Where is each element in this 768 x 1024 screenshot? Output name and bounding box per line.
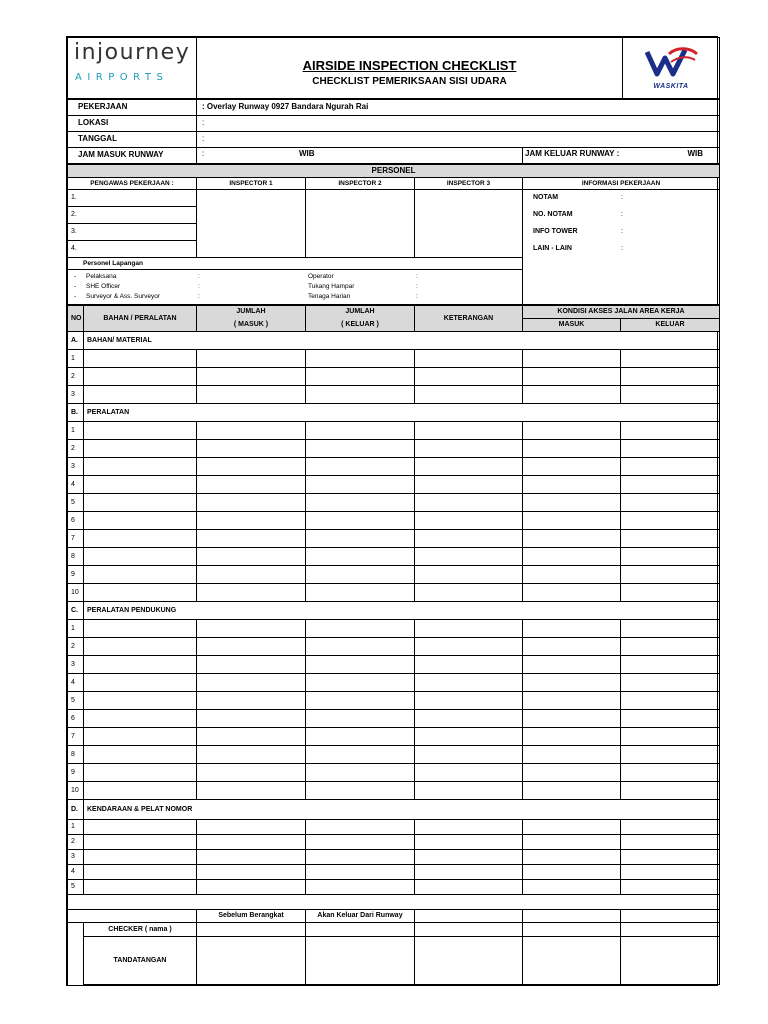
checker-sebelum[interactable] xyxy=(197,923,306,937)
colon: : xyxy=(621,210,623,218)
table-row[interactable] xyxy=(68,656,720,674)
akan-keluar: Akan Keluar Dari Runway xyxy=(306,910,415,923)
checklist-sheet xyxy=(66,36,718,986)
col-kondisi-keluar: KELUAR xyxy=(621,319,720,332)
row-number: 8 xyxy=(68,746,84,764)
row-number: 2 xyxy=(68,638,84,656)
table-row[interactable] xyxy=(68,850,720,865)
col-jumlah-keluar: JUMLAH xyxy=(306,306,415,319)
table-row[interactable] xyxy=(68,710,720,728)
row-number: 7 xyxy=(68,530,84,548)
table-row[interactable] xyxy=(68,692,720,710)
row-number: 3 xyxy=(68,850,84,865)
colon: : xyxy=(416,273,418,280)
row-number: 4 xyxy=(68,674,84,692)
logo-wordmark: injourney xyxy=(74,40,191,65)
table-row[interactable] xyxy=(68,458,720,476)
table-row[interactable] xyxy=(68,620,720,638)
inspector3-field[interactable] xyxy=(415,190,523,258)
colon: : xyxy=(621,194,623,201)
row-number: 3 xyxy=(68,656,84,674)
row-number: 5 xyxy=(68,692,84,710)
inventory-table xyxy=(67,305,720,985)
row-number: 8 xyxy=(68,548,84,566)
wib-label: WIB xyxy=(299,149,315,158)
inspector2-header: INSPECTOR 2 xyxy=(306,178,415,190)
wib-label: WIB xyxy=(687,149,704,158)
jam-masuk-label: JAM MASUK RUNWAY xyxy=(68,148,197,164)
table-row[interactable] xyxy=(68,880,720,895)
inspector2-field[interactable] xyxy=(306,190,415,258)
table-row[interactable] xyxy=(68,530,720,548)
waskita-emblem-icon xyxy=(641,46,701,80)
dash: - xyxy=(74,283,77,290)
col-keluar-paren: ( KELUAR ) xyxy=(306,319,415,332)
colon: : xyxy=(198,273,200,280)
section-letter: C. xyxy=(68,602,84,620)
checker-akan[interactable] xyxy=(306,923,415,937)
row-number: 10 xyxy=(68,584,84,602)
info-tower[interactable] xyxy=(523,224,720,241)
table-row[interactable] xyxy=(68,835,720,850)
checker-label: CHECKER ( nama ) xyxy=(84,923,197,937)
colon: : xyxy=(416,283,418,290)
info-lain-lain[interactable] xyxy=(523,241,720,305)
footer-left-margin xyxy=(68,923,84,985)
colon: : xyxy=(202,149,205,158)
col-masuk-paren: ( MASUK ) xyxy=(197,319,306,332)
row-number: 3 xyxy=(68,386,84,404)
injourney-logo xyxy=(68,38,197,99)
col-jumlah-masuk: JUMLAH xyxy=(197,306,306,319)
table-row[interactable] xyxy=(68,440,720,458)
lapangan-title: Personel Lapangan xyxy=(83,260,143,267)
row-number: 4 xyxy=(68,865,84,880)
lokasi-value[interactable]: : xyxy=(197,116,720,132)
informasi-header: INFORMASI PEKERJAAN xyxy=(523,178,720,190)
colon: : xyxy=(621,244,623,252)
jam-keluar-cell[interactable] xyxy=(523,148,720,164)
row-number: 10 xyxy=(68,782,84,800)
section-title-bahan: BAHAN/ MATERIAL xyxy=(84,332,720,350)
row-number: 9 xyxy=(68,764,84,782)
table-row[interactable] xyxy=(68,566,720,584)
col-kondisi: KONDISI AKSES JALAN AREA KERJA xyxy=(523,306,720,319)
info-notam[interactable] xyxy=(523,190,720,207)
info-label: NOTAM xyxy=(533,194,559,201)
lapangan-pelaksana: Pelaksana xyxy=(86,273,117,280)
lapangan-tukang-hampar: Tukang Hampar xyxy=(308,283,355,290)
row-number: 7 xyxy=(68,728,84,746)
pekerjaan-value: : Overlay Runway 0927 Bandara Ngurah Rai xyxy=(197,100,720,116)
pengawas-2[interactable]: 2. xyxy=(68,207,197,224)
jam-masuk-value[interactable] xyxy=(197,148,523,164)
footer-blank xyxy=(68,910,197,923)
header-table xyxy=(67,37,720,99)
row-number: 1 xyxy=(68,820,84,835)
personel-lapangan xyxy=(68,258,523,305)
table-row[interactable] xyxy=(68,865,720,880)
table-row[interactable] xyxy=(68,494,720,512)
pengawas-4[interactable]: 4. xyxy=(68,241,197,258)
col-keterangan: KETERANGAN xyxy=(415,306,523,332)
jam-keluar-label: JAM KELUAR RUNWAY : xyxy=(525,149,620,158)
row-number: 1 xyxy=(68,350,84,368)
colon: : xyxy=(416,293,418,300)
row-number: 6 xyxy=(68,512,84,530)
tanggal-label: TANGGAL xyxy=(68,132,197,148)
dash: - xyxy=(74,273,77,280)
inspector1-header: INSPECTOR 1 xyxy=(197,178,306,190)
col-bahan: BAHAN / PERALATAN xyxy=(84,306,197,332)
table-row[interactable] xyxy=(68,584,720,602)
lapangan-operator: Operator xyxy=(308,273,334,280)
info-label: INFO TOWER xyxy=(533,227,578,235)
table-row[interactable] xyxy=(68,746,720,764)
lapangan-tenaga-harian: Tenaga Harian xyxy=(308,293,351,300)
lokasi-label: LOKASI xyxy=(68,116,197,132)
row-number: 1 xyxy=(68,620,84,638)
section-title-kendaraan: KENDARAAN & PELAT NOMOR xyxy=(84,800,720,820)
title-cell xyxy=(197,38,623,99)
pekerjaan-label: PEKERJAAN xyxy=(68,100,197,116)
section-title-pendukung: PERALATAN PENDUKUNG xyxy=(84,602,720,620)
row-number: 5 xyxy=(68,494,84,512)
colon: : xyxy=(621,227,623,235)
info-table xyxy=(67,99,720,164)
row-number: 2 xyxy=(68,368,84,386)
table-row[interactable] xyxy=(68,820,720,835)
row-number: 2 xyxy=(68,440,84,458)
tandatangan-akan[interactable] xyxy=(306,937,415,985)
table-row[interactable] xyxy=(68,350,720,368)
waskita-wordmark: WASKITA xyxy=(653,82,689,90)
info-no-notam[interactable] xyxy=(523,207,720,224)
row-number: 6 xyxy=(68,710,84,728)
logo-subtitle: AIRPORTS xyxy=(75,72,169,83)
lapangan-she-officer: SHE Officer xyxy=(86,283,121,290)
table-row[interactable] xyxy=(68,782,720,800)
section-title-peralatan: PERALATAN xyxy=(84,404,720,422)
info-label: NO. NOTAM xyxy=(533,210,573,218)
table-row[interactable] xyxy=(68,368,720,386)
pengawas-header: PENGAWAS PEKERJAAN : xyxy=(68,178,197,190)
table-row[interactable] xyxy=(68,638,720,656)
page-title: AIRSIDE INSPECTION CHECKLIST xyxy=(302,57,517,73)
col-kondisi-masuk: MASUK xyxy=(523,319,621,332)
row-number: 2 xyxy=(68,835,84,850)
dash: - xyxy=(74,293,77,300)
spacer-row xyxy=(68,895,720,910)
colon: : xyxy=(198,293,200,300)
tandatangan-label: TANDATANGAN xyxy=(84,937,197,985)
section-letter: D. xyxy=(68,800,84,820)
row-number: 3 xyxy=(68,458,84,476)
table-row[interactable] xyxy=(68,728,720,746)
tandatangan-sebelum[interactable] xyxy=(197,937,306,985)
pengawas-1[interactable]: 1. xyxy=(68,190,197,207)
row-number: 4 xyxy=(68,476,84,494)
section-letter: A. xyxy=(68,332,84,350)
waskita-logo xyxy=(623,38,720,99)
col-no: NO xyxy=(68,306,84,332)
table-row[interactable] xyxy=(68,476,720,494)
table-row[interactable] xyxy=(68,386,720,404)
tanggal-value[interactable]: : xyxy=(197,132,720,148)
page-subtitle: CHECKLIST PEMERIKSAAN SISI UDARA xyxy=(312,76,507,88)
sebelum-berangkat: Sebelum Berangkat xyxy=(197,910,306,923)
table-row[interactable] xyxy=(68,764,720,782)
table-row[interactable] xyxy=(68,512,720,530)
inspector1-field[interactable] xyxy=(197,190,306,258)
table-row[interactable] xyxy=(68,548,720,566)
row-number: 9 xyxy=(68,566,84,584)
colon: : xyxy=(198,283,200,290)
inspector3-header: INSPECTOR 3 xyxy=(415,178,523,190)
lapangan-surveyor: Surveyor & Ass. Surveyor xyxy=(86,293,161,300)
personel-table xyxy=(67,164,720,305)
row-number: 1 xyxy=(68,422,84,440)
pengawas-3[interactable]: 3. xyxy=(68,224,197,241)
personel-heading: PERSONEL xyxy=(68,165,720,178)
info-label: LAIN - LAIN xyxy=(533,244,572,252)
section-letter: B. xyxy=(68,404,84,422)
table-row[interactable] xyxy=(68,422,720,440)
row-number: 5 xyxy=(68,880,84,895)
table-row[interactable] xyxy=(68,674,720,692)
